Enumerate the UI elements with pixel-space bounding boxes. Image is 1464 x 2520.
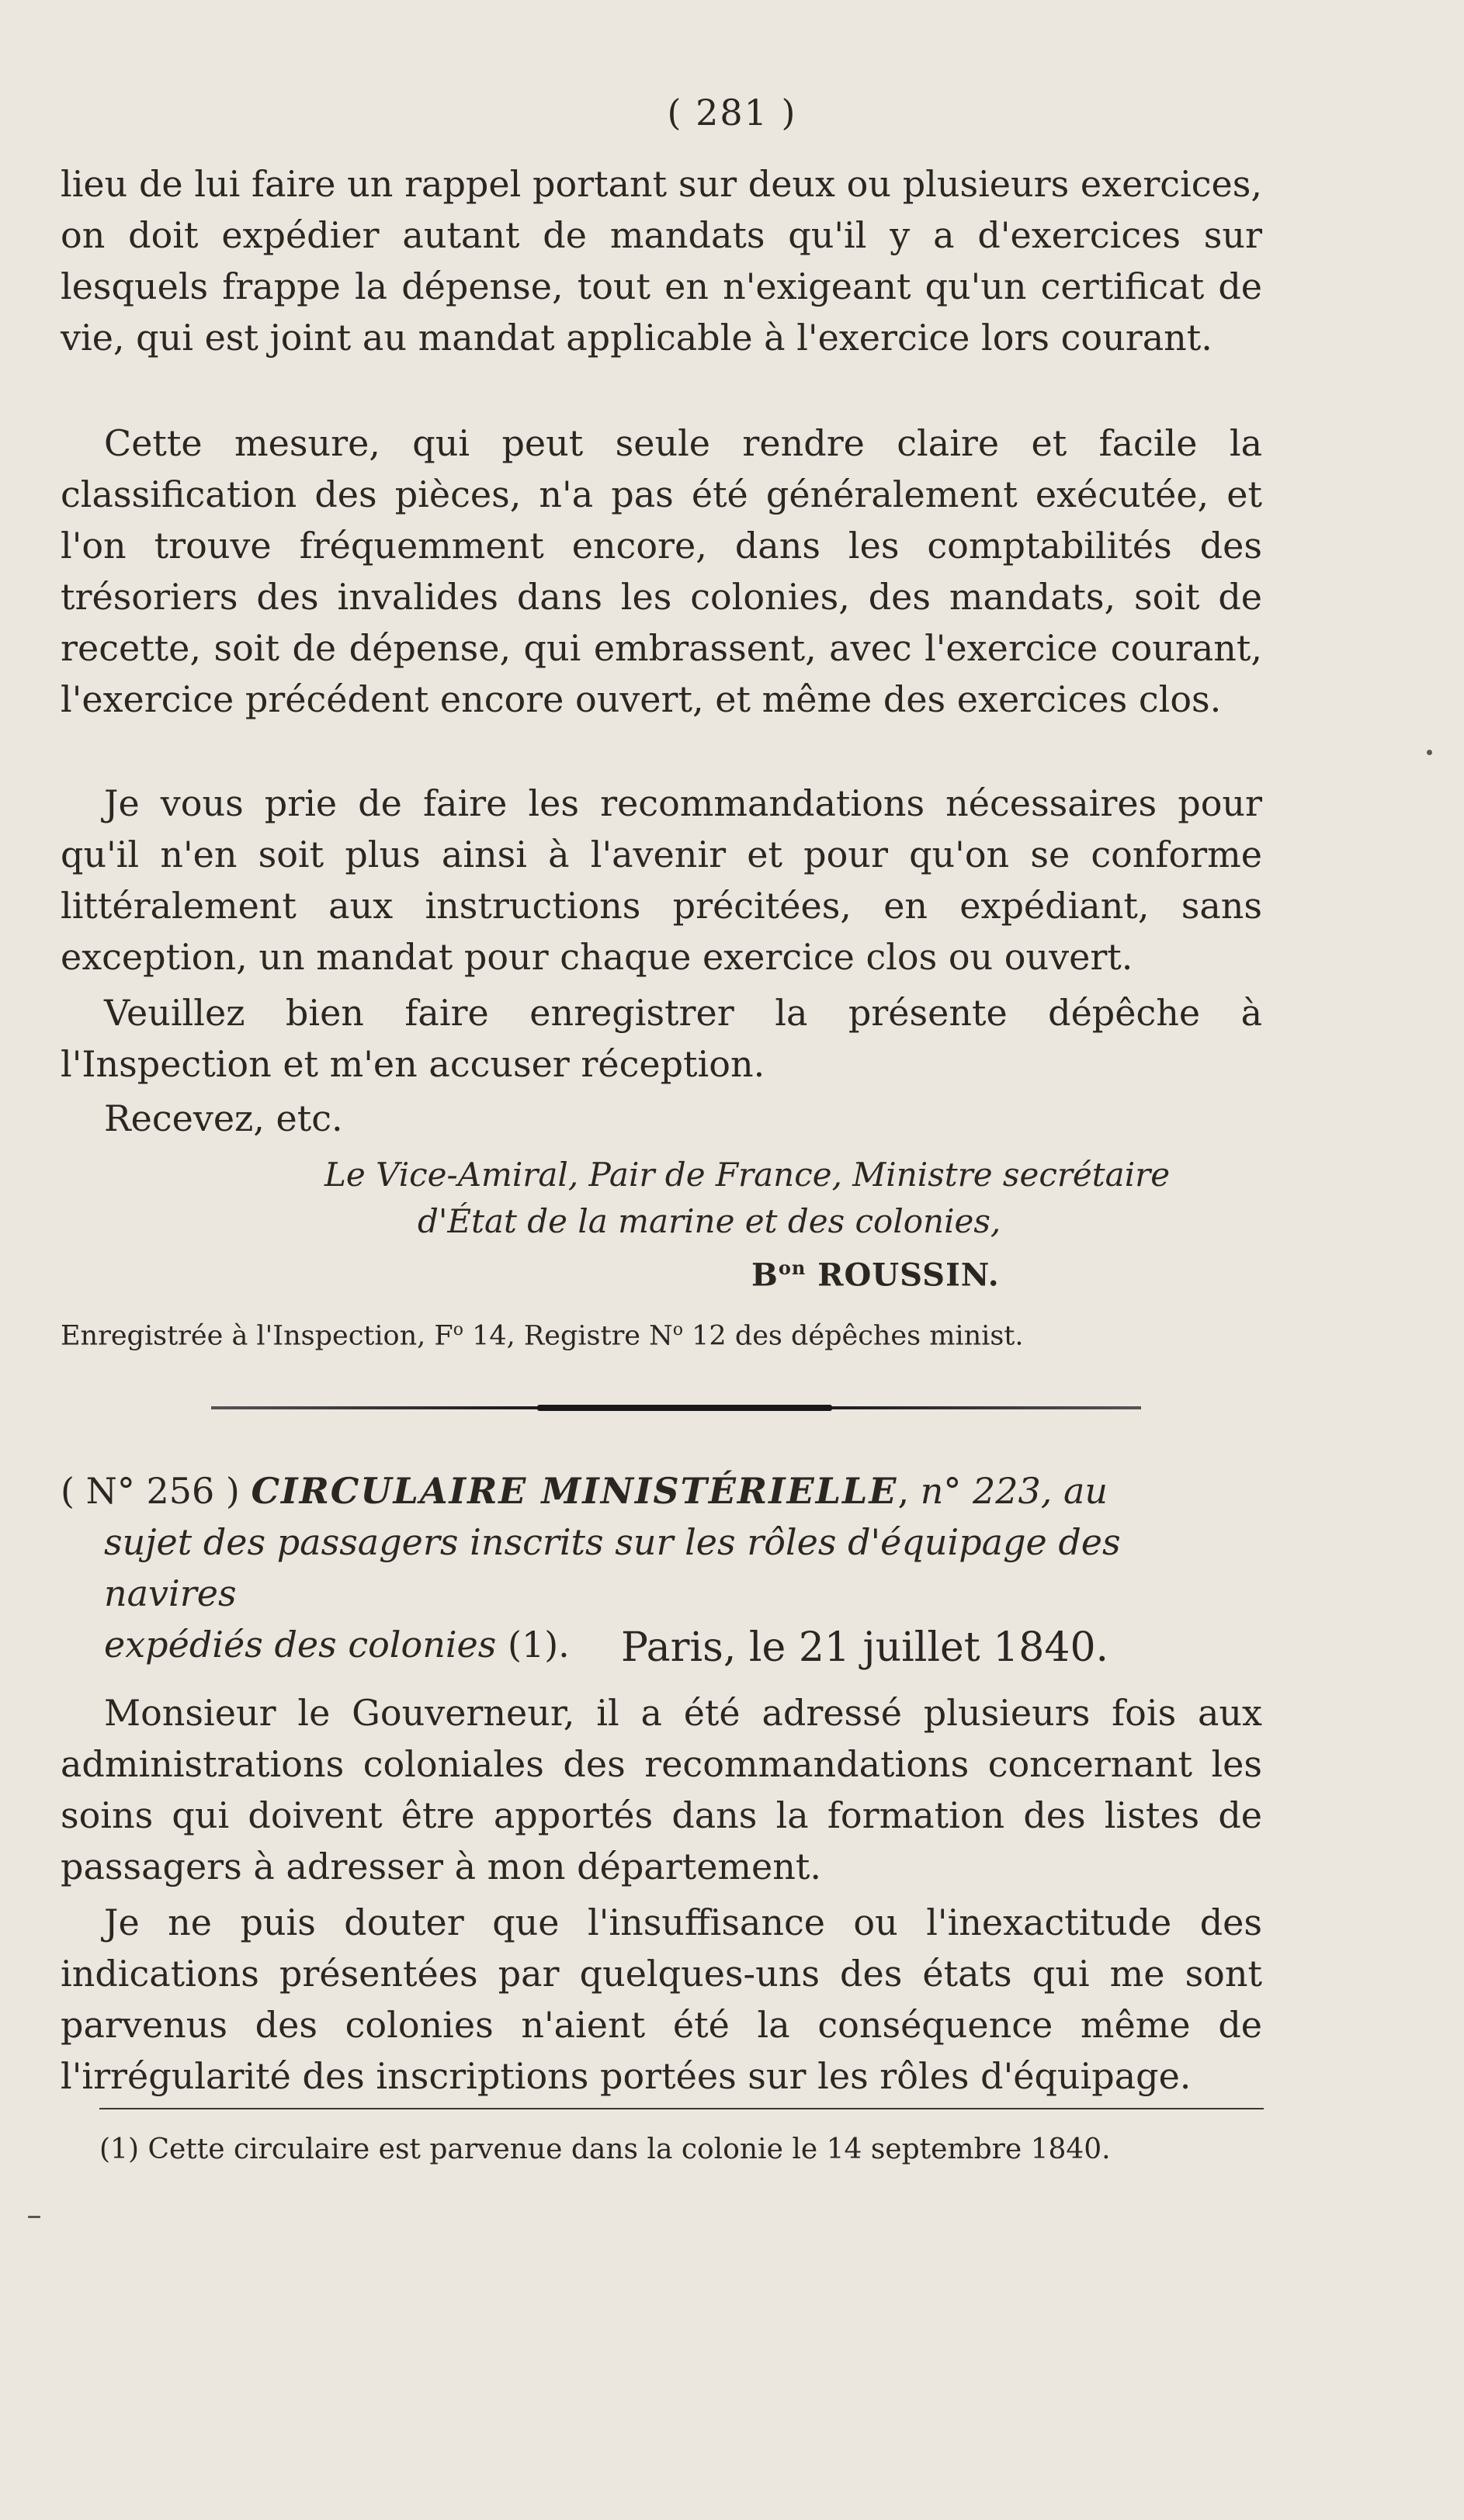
signature-block <box>61 1152 1262 1298</box>
paper-speck <box>1427 750 1432 755</box>
circular-num: n° 223, <box>920 1470 1053 1512</box>
date-line: Paris, le 21 juillet 1840. <box>621 1624 1109 1671</box>
circular-subject-line2: sujet des passagers inscrits sur les rôles d'équipage des navires <box>104 1521 1121 1614</box>
footnote: (1) Cette circulaire est parvenue dans la colonie le 14 septembre 1840. <box>99 2134 1111 2165</box>
paragraph-continuation <box>61 158 1262 363</box>
paragraph: lieu de lui faire un rappel portant sur deux ou plusieurs exercices, on doit expédier autant de mandats qu'il y a d'exercices sur lesquels frappe la dépense, tout en n'exigeant qu'un certificat de vie, qui est joint au mandat applicable à l'exercice lors courant. <box>61 163 1262 359</box>
registration-part: 12 des dépêches minist. <box>683 1320 1024 1352</box>
paragraph: Cette mesure, qui peut seule rendre claire et facile la classification des pièces, n'a pas été généralement exécutée, et l'on trouve fréquemment encore, dans les comptabilités des trésoriers des invalides dans les colonies, des mandats, soit de recette, soit de dépense, qui embrassent, avec l'exercice courant, l'exercice précédent encore ouvert, et même des exercices clos. <box>61 422 1262 720</box>
registration-part: 14, Registre N <box>463 1320 673 1352</box>
registration-sup: o <box>672 1320 684 1340</box>
paragraph: Je vous prie de faire les recommandations nécessaires pour qu'il n'en soit plus ainsi à l'avenir et pour qu'on se conforme littéralement aux instructions précitées, en expédiant, sans exception, un mandat pour chaque exercice clos ou ouvert. <box>61 782 1262 978</box>
closing-salutation: Recevez, etc. <box>104 1097 343 1139</box>
page-number: ( 281 ) <box>667 92 797 133</box>
circular-heading-line1 <box>61 1465 1262 1517</box>
signature-name-text: ROUSSIN. <box>806 1257 1000 1294</box>
paragraph: Je ne puis douter que l'insuffisance ou l'inexactitude des indications présentées par quelques-uns des états qui me sont parvenus des colonies n'aient été la conséquence même de l'irrégularité des inscriptions portées sur les rôles d'équipage. <box>61 1901 1262 2097</box>
signature-title-line1: Le Vice-Amiral, Pair de France, Ministre secrétaire <box>324 1156 1171 1194</box>
signature-name-prefix: B <box>751 1257 779 1294</box>
registration-sup: o <box>453 1320 463 1340</box>
circular-sep: , <box>897 1470 921 1512</box>
circular-subject-start: au <box>1052 1470 1108 1512</box>
footnote-ref: (1). <box>496 1624 570 1666</box>
paragraph-block <box>61 1687 1262 1892</box>
registration-note <box>61 1312 1262 1355</box>
footnote-rule <box>99 2108 1264 2109</box>
circular-title: CIRCULAIRE MINISTÉRIELLE <box>251 1470 898 1512</box>
paragraph-block <box>61 1897 1262 2102</box>
paragraph-block <box>61 778 1262 983</box>
registration-part: Enregistrée à l'Inspection, F <box>61 1320 453 1352</box>
circular-subject-text: expédiés des colonies <box>104 1624 497 1666</box>
section-divider <box>211 1406 1141 1409</box>
paragraph: Monsieur le Gouverneur, il a été adressé plusieurs fois aux administrations coloniales des recommandations concernant les soins qui doivent être apportés dans la formation des listes de passagers à adresser à mon département. <box>61 1692 1262 1887</box>
signature-name <box>61 1245 1262 1298</box>
paragraph-block <box>61 418 1262 725</box>
signature-name-sup: on <box>778 1257 807 1279</box>
circular-number: ( N° 256 ) <box>61 1470 240 1512</box>
signature-title-line2: d'État de la marine et des colonies, <box>418 1202 1001 1240</box>
paper-speck <box>28 2216 40 2218</box>
paragraph-block <box>61 987 1262 1090</box>
paragraph: Veuillez bien faire enregistrer la présente dépêche à l'Inspection et m'en accuser réception. <box>61 992 1262 1085</box>
paragraph-block <box>61 1093 1262 1144</box>
